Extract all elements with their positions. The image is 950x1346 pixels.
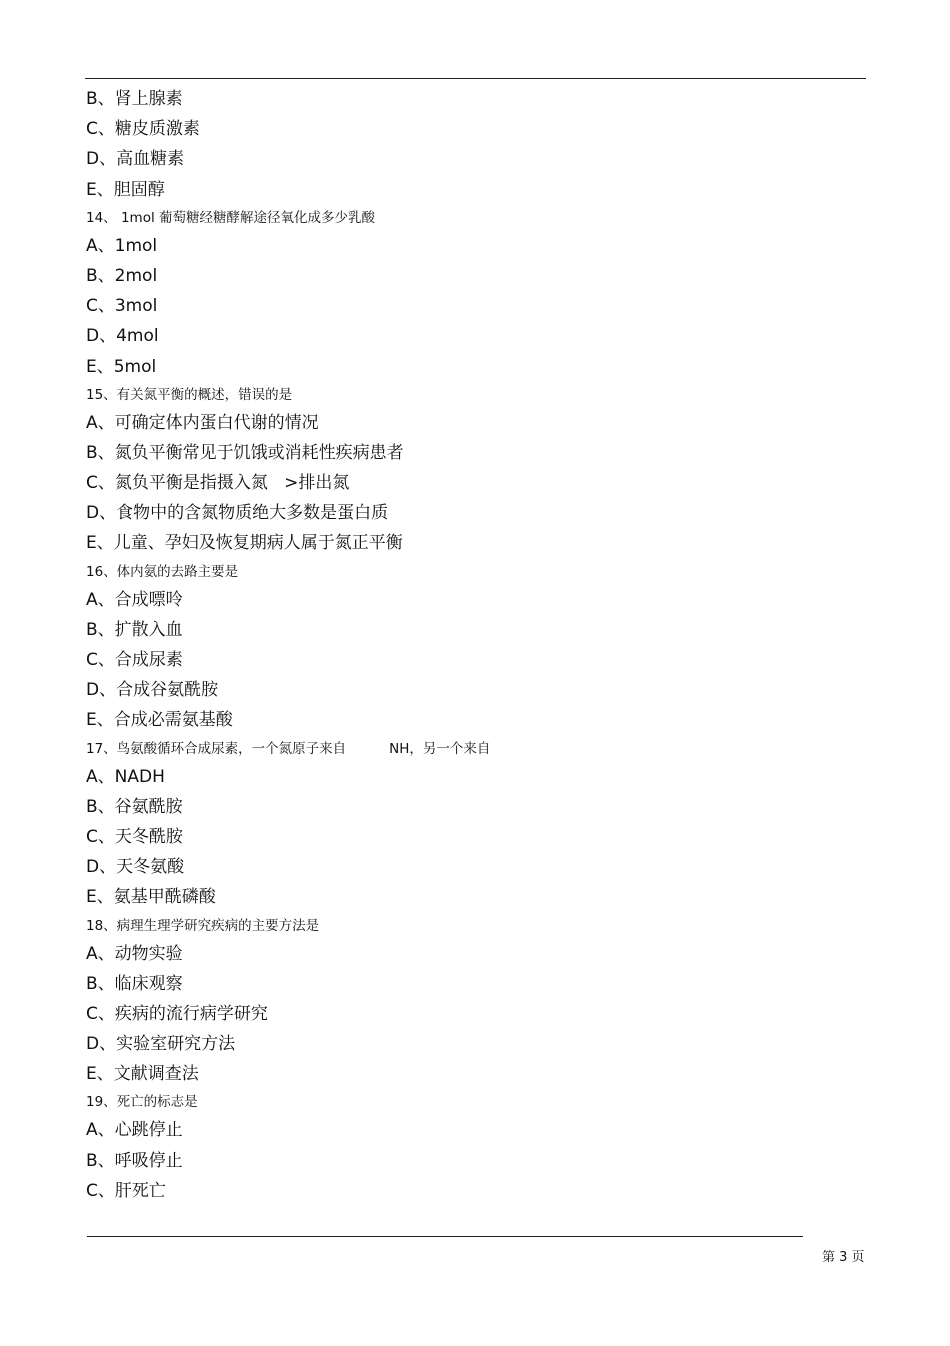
answer-option: B、2mol	[86, 265, 158, 286]
question-stem: 17、鸟氨酸循环合成尿素，一个氮原子来自 NH，另一个来自	[86, 740, 491, 757]
top-divider	[85, 78, 866, 79]
answer-option: B、谷氨酰胺	[86, 796, 183, 817]
answer-option: B、临床观察	[86, 973, 183, 994]
answer-option: B、肾上腺素	[86, 89, 183, 109]
answer-option: C、合成尿素	[86, 650, 183, 670]
answer-option: C、3mol	[86, 296, 158, 317]
bottom-divider	[87, 1236, 803, 1237]
question-stem: 15、有关氮平衡的概述，错误的是	[86, 386, 293, 403]
answer-option: D、天冬氨酸	[86, 857, 185, 878]
answer-option: C、肝死亡	[86, 1180, 166, 1201]
answer-option: E、合成必需氨基酸	[86, 710, 233, 731]
question-stem: 16、体内氨的去路主要是	[86, 563, 239, 580]
answer-option: B、扩散入血	[86, 619, 183, 640]
answer-option: E、5mol	[86, 356, 157, 377]
answer-option: A、心跳停止	[86, 1120, 183, 1141]
answer-option: D、4mol	[86, 326, 159, 347]
answer-option: B、氮负平衡常见于饥饿或消耗性疾病患者	[86, 442, 404, 463]
question-stem: 14、 1mol 葡萄糖经糖酵解途径氧化成多少乳酸	[86, 209, 376, 226]
answer-option: C、氮负平衡是指摄入氮 >排出氮	[86, 473, 350, 494]
answer-option: E、文献调查法	[86, 1064, 199, 1085]
answer-option: E、胆固醇	[86, 179, 165, 200]
answer-option: C、天冬酰胺	[86, 826, 183, 847]
answer-option: C、疾病的流行病学研究	[86, 1003, 268, 1024]
answer-option: E、氨基甲酰磷酸	[86, 887, 216, 908]
answer-option: E、儿童、孕妇及恢复期病人属于氮正平衡	[86, 533, 403, 554]
question-stem: 18、病理生理学研究疾病的主要方法是	[86, 917, 320, 934]
answer-option: A、1mol	[86, 235, 158, 256]
answer-option: B、呼吸停止	[86, 1150, 183, 1171]
answer-option: A、NADH	[86, 766, 165, 787]
document-body	[86, 84, 866, 1206]
question-stem: 19、死亡的标志是	[86, 1094, 198, 1111]
answer-option: A、动物实验	[86, 943, 183, 964]
answer-option: D、合成谷氨酰胺	[86, 680, 219, 701]
answer-option: A、合成嘌呤	[86, 589, 183, 610]
answer-option: D、高血糖素	[86, 149, 185, 170]
answer-option: A、可确定体内蛋白代谢的情况	[86, 412, 319, 433]
answer-option: C、糖皮质激素	[86, 119, 200, 140]
answer-option: D、实验室研究方法	[86, 1034, 236, 1055]
page-number: 第 3 页	[822, 1250, 865, 1265]
answer-option: D、食物中的含氮物质绝大多数是蛋白质	[86, 503, 389, 524]
